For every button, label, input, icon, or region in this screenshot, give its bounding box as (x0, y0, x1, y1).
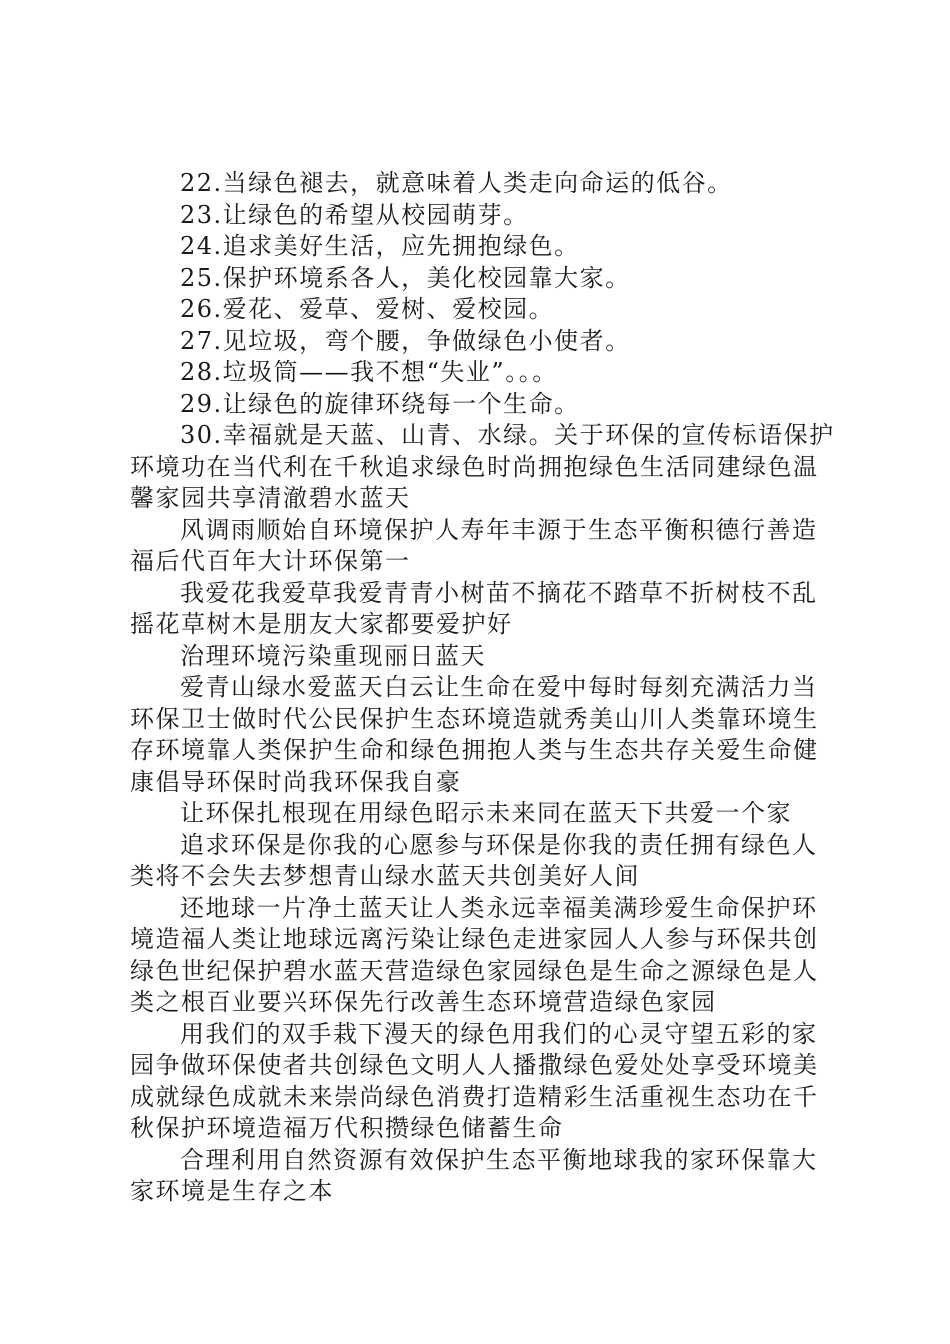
text-line: 秋保护环境造福万代积攒绿色储蓄生命 (130, 1114, 564, 1142)
text-line: 园争做环保使者共创绿色文明人人播撒绿色爱处处享受环境美 (130, 1051, 819, 1079)
text-line: 康倡导环保时尚我环保我自豪 (130, 767, 462, 796)
text-line: 成就绿色成就未来崇尚绿色消费打造精彩生活重视生态功在千 (130, 1082, 819, 1111)
text-line: 27.见垃圾，弯个腰，争做绿色小使者。 (180, 326, 631, 355)
text-line: 爱青山绿水爱蓝天白云让生命在爱中每时每刻充满活力当 (180, 673, 818, 701)
text-line: 环境功在当代利在千秋追求绿色时尚拥抱绿色生活同建绿色温 (130, 452, 819, 481)
text-line: 我爱花我爱草我爱青青小树苗不摘花不踏草不折树枝不乱 (180, 578, 818, 607)
text-line: 29.让绿色的旋律环绕每一个生命。 (180, 389, 580, 418)
document-page (130, 168, 835, 1208)
text-line: 24.追求美好生活，应先拥抱绿色。 (180, 232, 580, 260)
text-line: 绿色世纪保护碧水蓝天营造绿色家园绿色是生命之源绿色是人 (130, 956, 819, 985)
text-line: 28.垃圾筒——我不想“失业”。。。 (180, 358, 558, 386)
text-line: 境造福人类让地球远离污染让绿色走进家园人人参与环保共创 (130, 925, 819, 953)
text-line: 用我们的双手栽下漫天的绿色用我们的心灵守望五彩的家 (180, 1019, 818, 1048)
text-line: 类之根百业要兴环保先行改善生态环境营造绿色家园 (130, 988, 717, 1016)
text-line: 30.幸福就是天蓝、山青、水绿。关于环保的宣传标语保护 (180, 421, 835, 449)
text-line: 福后代百年大计环保第一 (130, 547, 411, 575)
text-line: 家环境是生存之本 (130, 1177, 334, 1205)
text-line: 追求环保是你我的心愿参与环保是你我的责任拥有绿色人 (180, 830, 818, 859)
text-line: 环保卫士做时代公民保护生态环境造就秀美山川人类靠环境生 (130, 704, 819, 733)
text-line: 摇花草树木是朋友大家都要爱护好 (130, 610, 513, 638)
text-line: 25.保护环境系各人，美化校园靠大家。 (180, 263, 631, 292)
text-line: 23.让绿色的希望从校园萌芽。 (180, 200, 529, 229)
text-line: 合理利用自然资源有效保护生态平衡地球我的家环保靠大 (180, 1145, 818, 1174)
text-line: 26.爱花、爱草、爱树、爱校园。 (180, 295, 555, 323)
text-line: 类将不会失去梦想青山绿水蓝天共创美好人间 (130, 862, 640, 890)
text-line: 22.当绿色褪去，就意味着人类走向命运的低谷。 (180, 169, 733, 197)
text-line: 存环境靠人类保护生命和绿色拥抱人类与生态共存关爱生命健 (130, 736, 819, 764)
text-line: 让环保扎根现在用绿色昭示未来同在蓝天下共爱一个家 (180, 799, 792, 827)
text-line: 治理环境污染重现丽日蓝天 (180, 641, 486, 670)
text-line: 风调雨顺始自环境保护人寿年丰源于生态平衡积德行善造 (180, 515, 818, 544)
text-line: 馨家园共享清澈碧水蓝天 (130, 484, 411, 512)
text-line: 还地球一片净土蓝天让人类永远幸福美满珍爱生命保护环 (180, 893, 818, 922)
